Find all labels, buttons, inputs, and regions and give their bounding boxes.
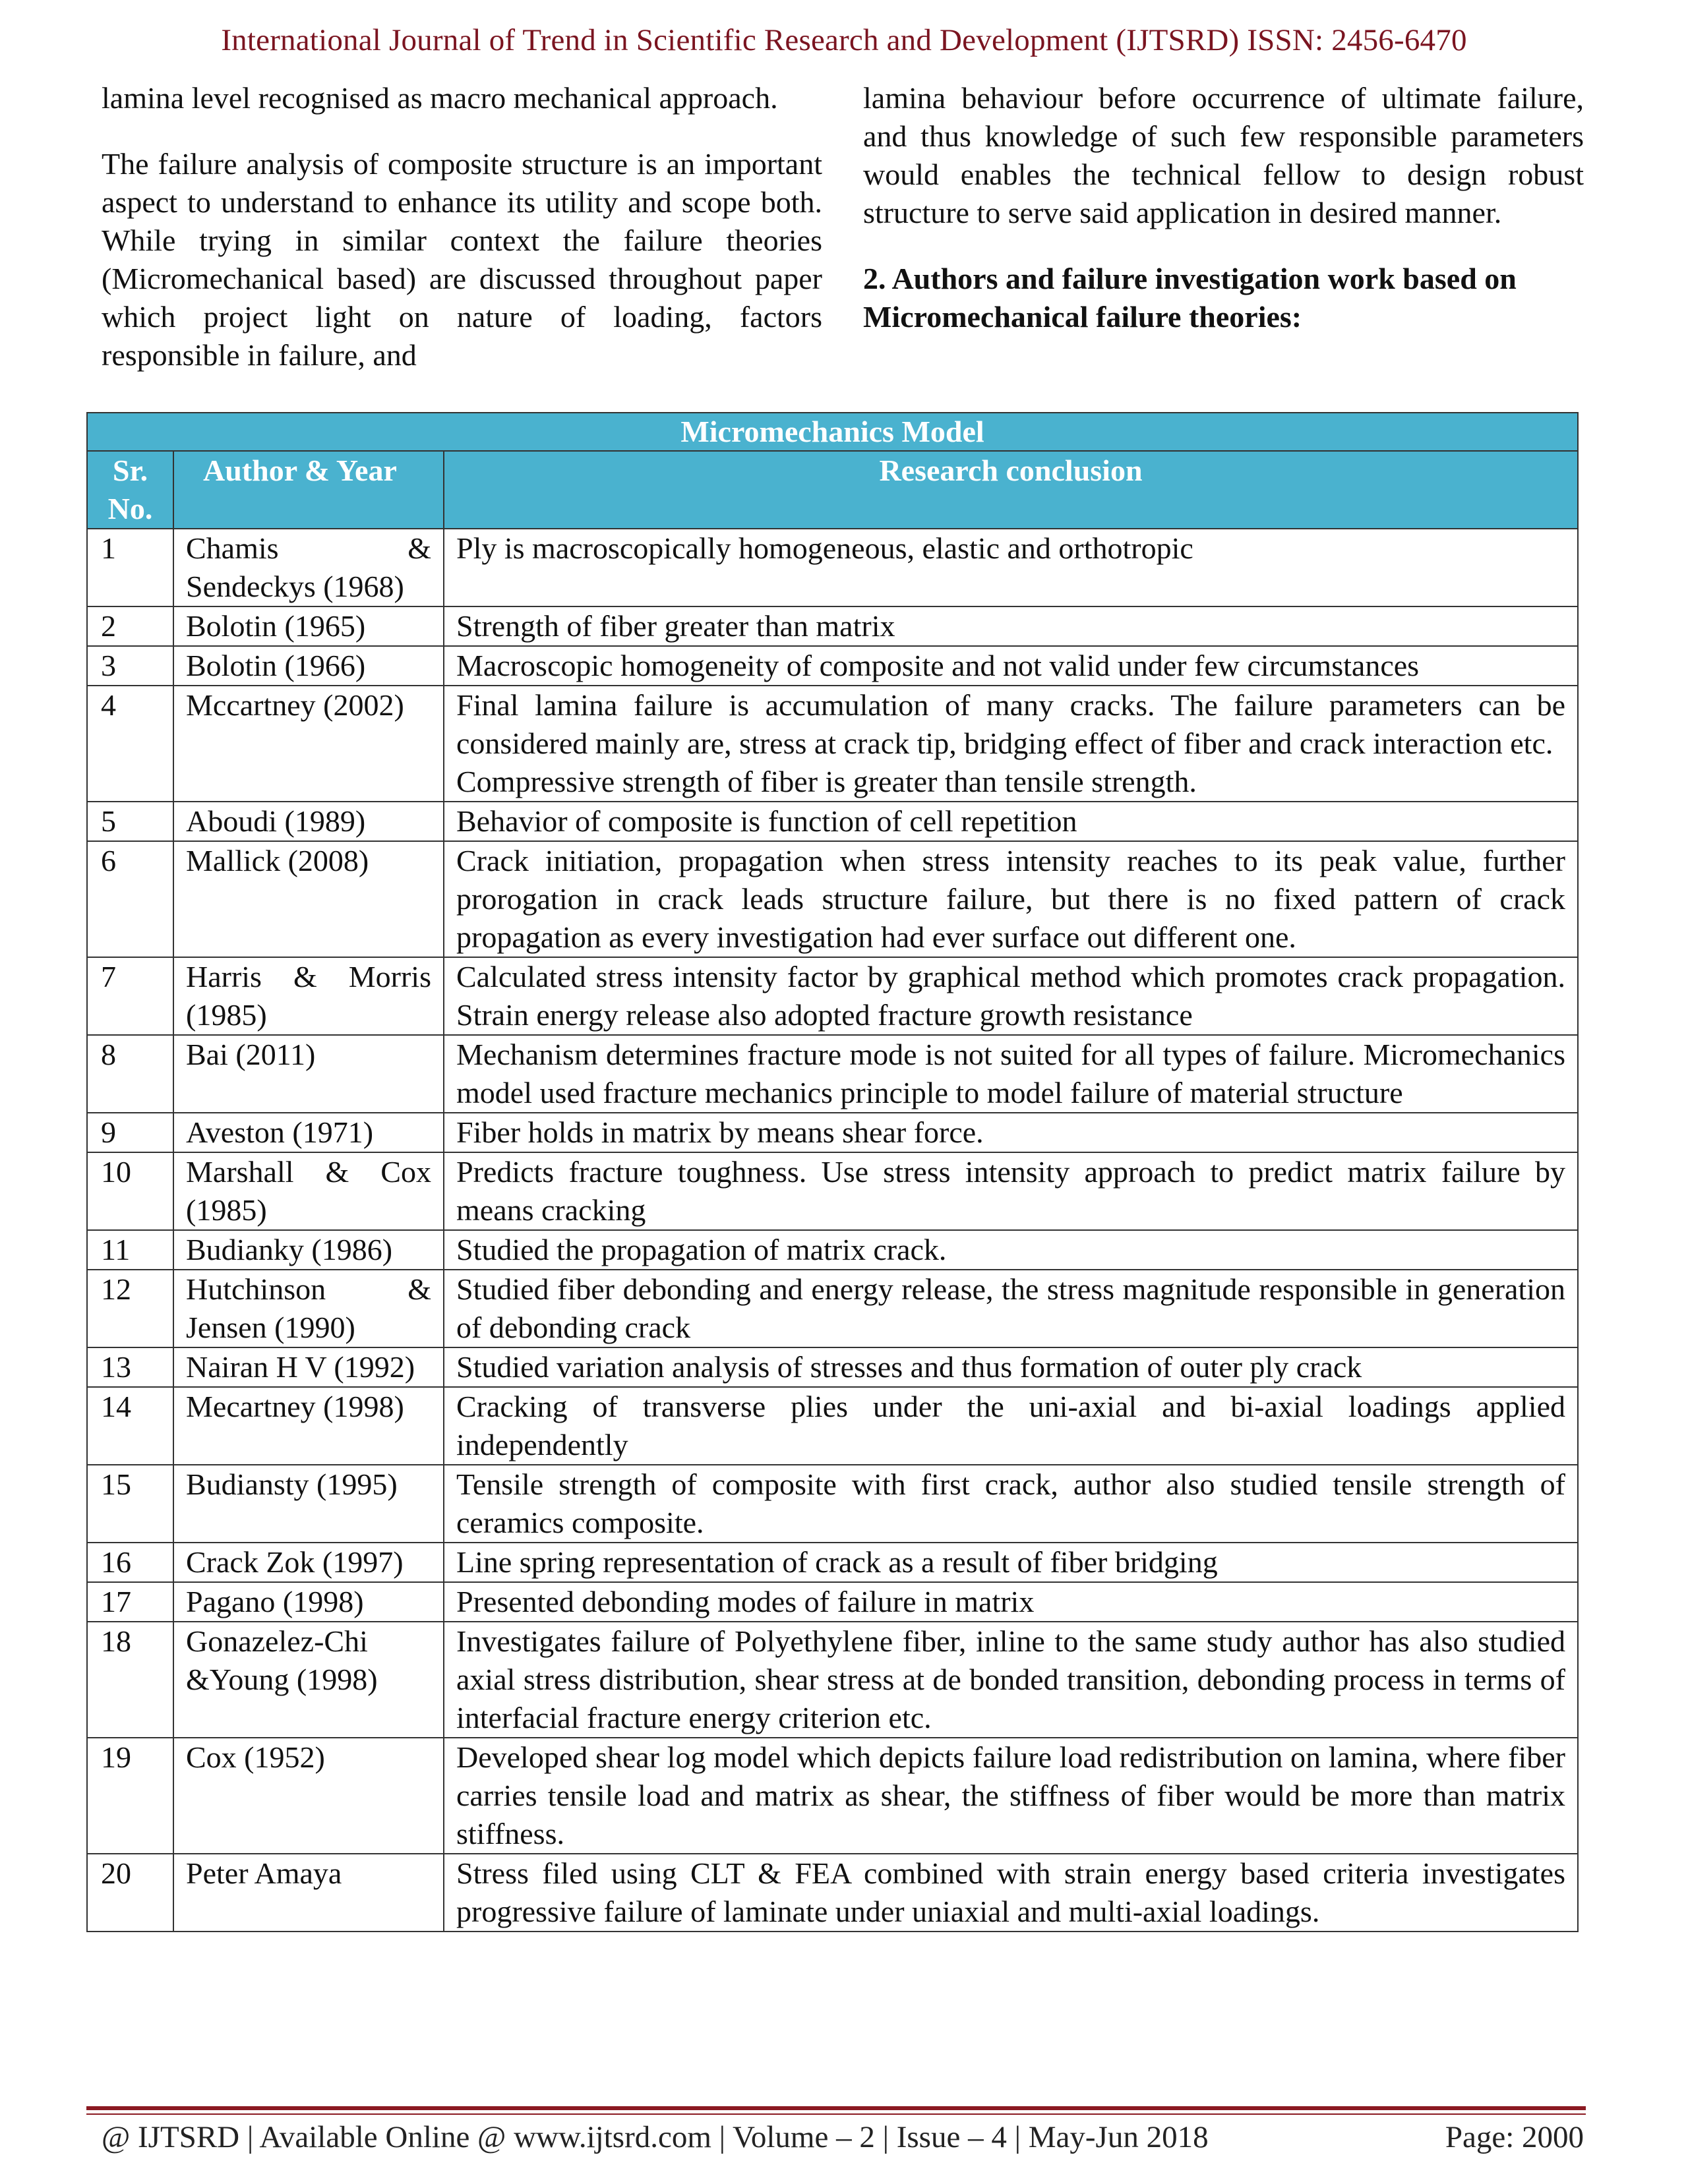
sr-number-cell: 13 [87, 1347, 173, 1387]
conclusion-text: Final lamina failure is accumulation of many cracks. The failure parameters can be considered mainly are, stress at crack tip, bridging effect of fiber and crack interaction etc. [456, 688, 1565, 760]
author-year-cell: Mccartney (2002) [173, 686, 444, 802]
table-row [87, 1465, 1578, 1543]
research-conclusion-cell [444, 1035, 1578, 1113]
conclusion-text: Developed shear log model which depicts failure load redistribution on lamina, where fiber carries tensile load and matrix as shear, the stiffness of fiber would be more than matrix stiffness. [456, 1740, 1565, 1850]
sr-number-cell: 10 [87, 1152, 173, 1230]
sr-number-cell: 4 [87, 686, 173, 802]
sr-number-cell: 5 [87, 802, 173, 841]
research-conclusion-cell [444, 606, 1578, 646]
page-footer [102, 2119, 1584, 2155]
author-year-cell: Crack Zok (1997) [173, 1543, 444, 1582]
conclusion-text: Studied variation analysis of stresses and thus formation of outer ply crack [456, 1350, 1362, 1384]
research-conclusion-cell [444, 1387, 1578, 1465]
conclusion-text: Studied fiber debonding and energy release, the stress magnitude responsible in generation of debonding crack [456, 1272, 1565, 1344]
conclusion-text: Macroscopic homogeneity of composite and not valid under few circumstances [456, 649, 1420, 682]
conclusion-text: Crack initiation, propagation when stress intensity reaches to its peak value, further prorogation in crack leads structure failure, but there is no fixed pattern of crack propagation as every investigation had ever surface out different one. [456, 844, 1565, 954]
author-year-cell: Peter Amaya [173, 1854, 444, 1932]
sr-number-cell: 20 [87, 1854, 173, 1932]
research-conclusion-cell [444, 529, 1578, 606]
author-year-cell: Cox (1952) [173, 1738, 444, 1854]
sr-number-cell: 7 [87, 957, 173, 1035]
conclusion-text: Fiber holds in matrix by means shear force. [456, 1115, 984, 1149]
table-row [87, 957, 1578, 1035]
author-year-cell: Nairan H V (1992) [173, 1347, 444, 1387]
author-year-cell: Hutchinson & Jensen (1990) [173, 1270, 444, 1347]
column-header-conclusion: Research conclusion [444, 451, 1578, 529]
research-conclusion-cell [444, 1738, 1578, 1854]
table-row [87, 1113, 1578, 1152]
sr-number-cell: 17 [87, 1582, 173, 1622]
table-row [87, 1230, 1578, 1270]
author-year-cell: Aveston (1971) [173, 1113, 444, 1152]
micromechanics-table [86, 412, 1579, 1932]
table-row [87, 802, 1578, 841]
author-year-cell: Mecartney (1998) [173, 1387, 444, 1465]
column-header-author: Author & Year [173, 451, 444, 529]
table-row [87, 1152, 1578, 1230]
sr-number-cell: 9 [87, 1113, 173, 1152]
table-row [87, 1543, 1578, 1582]
research-conclusion-cell [444, 802, 1578, 841]
table-row [87, 529, 1578, 606]
footer-rule-thin [86, 2113, 1586, 2115]
sr-number-cell: 15 [87, 1465, 173, 1543]
conclusion-text: Stress filed using CLT & FEA combined with strain energy based criteria investigates progressive failure of laminate under uniaxial and multi-axial loadings. [456, 1856, 1565, 1928]
author-year-cell: Mallick (2008) [173, 841, 444, 957]
research-conclusion-cell [444, 1543, 1578, 1582]
research-conclusion-cell [444, 1465, 1578, 1543]
table-row [87, 646, 1578, 686]
author-year-cell: Chamis & Sendeckys (1968) [173, 529, 444, 606]
conclusion-text: Presented debonding modes of failure in matrix [456, 1585, 1035, 1618]
table-row [87, 1035, 1578, 1113]
sr-number-cell: 18 [87, 1622, 173, 1738]
author-year-cell: Harris & Morris (1985) [173, 957, 444, 1035]
conclusion-text: Strength of fiber greater than matrix [456, 609, 895, 643]
research-conclusion-cell [444, 1113, 1578, 1152]
section-heading: 2. Authors and failure investigation work based on Micromechanical failure theories: [863, 262, 1517, 334]
conclusion-text: Tensile strength of composite with first crack, author also studied tensile strength of ceramics composite. [456, 1467, 1565, 1539]
sr-number-cell: 8 [87, 1035, 173, 1113]
research-conclusion-cell [444, 957, 1578, 1035]
conclusion-text: Behavior of composite is function of cell repetition [456, 804, 1077, 838]
research-conclusion-cell [444, 646, 1578, 686]
right-paragraph-1: lamina behaviour before occurrence of ultimate failure, and thus knowledge of such few responsible parameters would enables the technical fellow to design robust structure to serve said application in desired manner. [863, 81, 1584, 229]
conclusion-text: Investigates failure of Polyethylene fiber, inline to the same study author has also studied axial stress distribution, shear stress at de bonded transition, debonding process in terms of interfacial fracture energy criterion etc. [456, 1624, 1565, 1734]
author-year-cell: Gonazelez-Chi &Young (1998) [173, 1622, 444, 1738]
research-conclusion-cell [444, 1152, 1578, 1230]
author-year-cell: Pagano (1998) [173, 1582, 444, 1622]
sr-number-cell: 14 [87, 1387, 173, 1465]
sr-number-cell: 2 [87, 606, 173, 646]
table-row [87, 1738, 1578, 1854]
author-year-cell: Marshall & Cox (1985) [173, 1152, 444, 1230]
table-row [87, 1270, 1578, 1347]
author-year-cell: Aboudi (1989) [173, 802, 444, 841]
sr-number-cell: 11 [87, 1230, 173, 1270]
author-year-cell: Budiansty (1995) [173, 1465, 444, 1543]
research-conclusion-cell [444, 1230, 1578, 1270]
left-column [102, 79, 822, 402]
research-conclusion-cell [444, 1854, 1578, 1932]
right-column [863, 79, 1584, 336]
table-row [87, 1854, 1578, 1932]
table-title: Micromechanics Model [87, 413, 1578, 451]
research-conclusion-cell [444, 1622, 1578, 1738]
table-row [87, 841, 1578, 957]
sr-number-cell: 19 [87, 1738, 173, 1854]
footer-rule [86, 2106, 1586, 2110]
running-header: International Journal of Trend in Scientific Research and Development (IJTSRD) ISSN: 2456-6470 [221, 23, 1467, 57]
table-row [87, 1582, 1578, 1622]
conclusion-text-extra: Compressive strength of fiber is greater than tensile strength. [456, 765, 1197, 798]
conclusion-text: Calculated stress intensity factor by graphical method which promotes crack propagation. Strain energy release also adopted fracture growth resistance [456, 960, 1565, 1032]
page-number: Page: 2000 [1445, 2120, 1584, 2154]
research-conclusion-cell [444, 1270, 1578, 1347]
conclusion-text: Mechanism determines fracture mode is not suited for all types of failure. Micromechanics model used fracture mechanics principle to model failure of material structure [456, 1038, 1565, 1109]
author-year-cell: Bai (2011) [173, 1035, 444, 1113]
conclusion-text: Ply is macroscopically homogeneous, elastic and orthotropic [456, 531, 1193, 565]
sr-number-cell: 1 [87, 529, 173, 606]
author-year-cell: Bolotin (1966) [173, 646, 444, 686]
research-conclusion-cell [444, 1582, 1578, 1622]
author-year-cell: Bolotin (1965) [173, 606, 444, 646]
table-row [87, 606, 1578, 646]
column-header-sr: Sr. No. [87, 451, 173, 529]
left-paragraph-2: The failure analysis of composite structure is an important aspect to understand to enhance its utility and scope both. While trying in similar context the failure theories (Micromechanical based) are discussed throughout paper which project light on nature of loading, factors responsible in failure, and [102, 147, 822, 372]
left-paragraph-1: lamina level recognised as macro mechanical approach. [102, 81, 778, 115]
conclusion-text: Cracking of transverse plies under the uni-axial and bi-axial loadings applied independently [456, 1390, 1565, 1461]
conclusion-text: Line spring representation of crack as a result of fiber bridging [456, 1545, 1218, 1579]
table-row [87, 1387, 1578, 1465]
research-conclusion-cell [444, 686, 1578, 802]
sr-number-cell: 3 [87, 646, 173, 686]
sr-number-cell: 6 [87, 841, 173, 957]
research-conclusion-cell [444, 1347, 1578, 1387]
table-row [87, 686, 1578, 802]
conclusion-text: Predicts fracture toughness. Use stress intensity approach to predict matrix failure by means cracking [456, 1155, 1565, 1227]
footer-citation: @ IJTSRD | Available Online @ www.ijtsrd.com | Volume – 2 | Issue – 4 | May-Jun 2018 [102, 2120, 1209, 2154]
table-body [87, 529, 1578, 1932]
sr-number-cell: 12 [87, 1270, 173, 1347]
table-row [87, 1347, 1578, 1387]
sr-number-cell: 16 [87, 1543, 173, 1582]
table-row [87, 1622, 1578, 1738]
research-conclusion-cell [444, 841, 1578, 957]
conclusion-text: Studied the propagation of matrix crack. [456, 1233, 947, 1266]
author-year-cell: Budianky (1986) [173, 1230, 444, 1270]
